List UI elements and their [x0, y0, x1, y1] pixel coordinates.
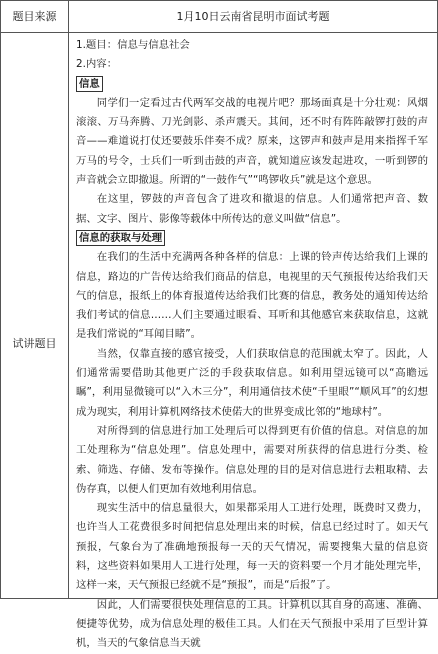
header-row [1, 1, 437, 33]
topic-line [76, 36, 428, 55]
heading-info: 信息 [76, 76, 103, 92]
heading-acquisition-line [76, 229, 428, 248]
heading-info-line [76, 75, 428, 94]
content-label: 2.内容： [76, 58, 118, 71]
lecture-topic-label: 试讲题目 [12, 337, 57, 350]
paragraph-5: 对所得到的信息进行加工处理后可以得到更有价值的信息。对信息的加工处理称为“信息处理”。信息处理中，需要对所获得的信息进行分类、检索、筛选、存储、发布等操作。信息处理的目的是对信息进行去粗取精、去伪存真，以便人们更加有效地利用信息。 [76, 424, 428, 495]
topic-text: 1.题目：信息与信息社会 [76, 39, 190, 51]
paragraph-1: 同学们一定看过古代两军交战的电视片吧？那场面真是十分壮观：风烟滚滚、万马奔腾、刀光剑影、杀声震天。其间，还不时有阵阵敲锣打鼓的声音——难道说打仗还要鼓乐伴奏不成？原来，这锣声和鼓声是用来指挥千军万马的号令，士兵们一听到击鼓的声音，就知道应该发起进攻，一听到锣的声音就会立即撤退。所谓的“一鼓作气”“鸣锣收兵”就是这个意思。 [76, 96, 428, 187]
side-column [1, 33, 69, 598]
paragraph-4: 当然，仅靠直接的感官接受，人们获取信息的范围就太窄了。因此，人们通常需要借助其他更广泛的手段获取信息。如利用望远镜可以“高瞻远瞩”，利用显微镜可以“入木三分”，利用通信技术使“千里眼”“顺风耳”的幻想成为现实，利用计算机网络技术使偌大的世界变成比邻的“地球村”。 [76, 347, 428, 418]
paragraph-2: 在这里，锣鼓的声音包含了进攻和撤退的信息。人们通常把声音、数据、文字、图片、影像等载体中所传达的意义叫做“信息”。 [76, 193, 428, 225]
lesson-content [76, 36, 428, 650]
source-title: 1月10日云南省昆明市面试考题 [176, 10, 330, 23]
paragraph-3: 在我们的生活中充满两各种各样的信息：上课的铃声传达给我们上课的信息，路边的广告传达给我们商品的信息，电视里的天气预报传达给我们天气的信息，报纸上的体育报道传达给我们比赛的信息，教务处的通知传达给我们考试的信息……人们主要通过眼看、耳听和其他感官来获取信息，这就是我们常说的“耳闻目睹”。 [76, 251, 428, 341]
paragraph-6: 现实生活中的信息量很大，如果都采用人工进行处理，既费时又费力，也许当人工花费很多时间把信息处理出来的时候，信息已经过时了。如天气预报，气象台为了准确地预报每一天的天气情况，需要搜集大量的信息资料，这些资料如果用人工进行处理，每一天的资料要一个月才能处理完毕，这样一来，天气预报已经就不是“预报”，而是“后报”了。 [76, 502, 428, 592]
content-label-line [76, 55, 428, 74]
source-label: 题目来源 [1, 1, 69, 32]
heading-acquisition: 信息的获取与处理 [76, 230, 165, 246]
paragraph-7: 因此，人们需要很快处理信息的工具。计算机以其自身的高速、准确、便捷等优势，成为信息处理的极佳工具。人们在天气预报中采用了巨型计算机，当天的气象信息当天就 [76, 598, 428, 650]
